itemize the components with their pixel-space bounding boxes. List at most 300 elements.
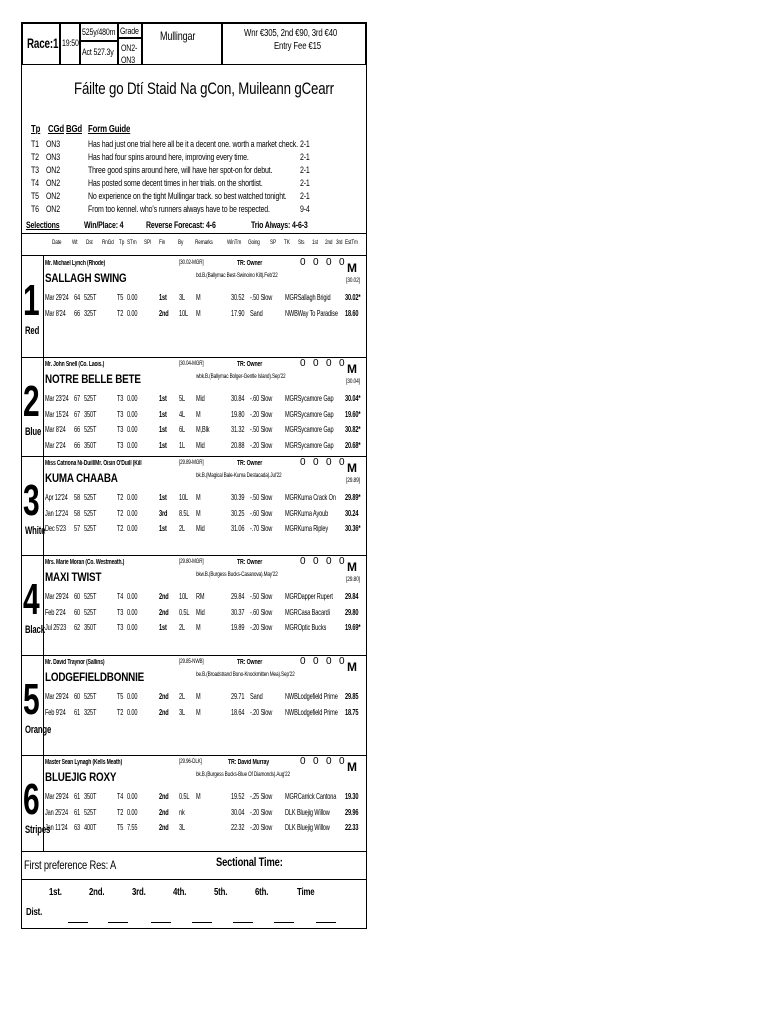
record-count: 0 (313, 257, 319, 268)
run-trap: T2 (117, 492, 124, 502)
run-weight: 66 (74, 307, 80, 318)
record-count: 0 (326, 556, 332, 567)
run-comment: MGRSallagh Brigid (285, 292, 331, 302)
grade-value-cont: ON3 (121, 55, 135, 65)
fg-odds: 9-4 (300, 204, 310, 214)
selections-label: Selections (26, 220, 60, 230)
fg-class-grade: ON3 (46, 152, 60, 162)
fg-trap: T4 (31, 178, 39, 188)
column-header: RnGd (102, 239, 114, 246)
actual-box (79, 40, 119, 65)
run-by: 2L (179, 622, 185, 632)
run-going: -.20 Slow (250, 806, 273, 817)
comp-time: [29.80-MGR] (179, 558, 204, 565)
run-going: -.70 Slow (250, 523, 273, 533)
run-sectional: 0.00 (127, 408, 138, 419)
run-weight: 67 (74, 393, 80, 403)
fg-header-tp: Tp (31, 124, 41, 135)
run-comment: MGRKuma Ripley (285, 523, 329, 533)
fg-comment: Three good spins around here, will have her spot-on for debut. (88, 165, 273, 175)
column-header: SP (270, 239, 276, 246)
grade-value: ON2- (121, 43, 138, 53)
trainer: TR: Owner (237, 361, 263, 368)
dog-name: MAXI TWIST (45, 570, 102, 584)
run-comment: MGRDapper Rupert (285, 591, 333, 601)
trap-number: 4 (23, 575, 40, 624)
run-going: -.60 Slow (250, 393, 273, 403)
run-weight: 63 (74, 822, 80, 832)
run-remarks: RM (196, 591, 205, 601)
run-win-time: 30.84 (231, 393, 245, 403)
run-remarks: M (196, 307, 201, 318)
record-count: 0 (313, 656, 319, 667)
run-sectional: 0.00 (127, 507, 138, 518)
record-count: 0 (339, 756, 345, 767)
dog-name: BLUEJIG ROXY (45, 770, 117, 784)
trap-colour: Stripes (25, 824, 51, 836)
run-going: -.20 Slow (250, 622, 273, 632)
trap-colour: Black (25, 624, 45, 636)
run-weight: 64 (74, 292, 80, 302)
run-remarks: M (196, 492, 201, 502)
run-weight: 57 (74, 523, 80, 533)
owner: Mrs. Marie Moran (Co. Westmeath.) (45, 559, 125, 566)
run-date: Mar 29'24 (45, 292, 69, 302)
column-header: WinTm (227, 239, 242, 246)
record-count: 0 (300, 257, 306, 268)
place-label: 2nd. (89, 887, 105, 898)
column-header: Dst (86, 239, 93, 246)
run-remarks: M (196, 507, 201, 518)
run-by: 3L (179, 822, 185, 832)
run-est-time: 29.85 (345, 691, 359, 701)
run-finish: 2nd (159, 822, 169, 832)
run-trap: T5 (117, 691, 124, 701)
run-by: 2L (179, 523, 185, 533)
trainer: TR: David Murray (228, 759, 270, 766)
divider (43, 357, 44, 456)
run-date: Feb 2'24 (45, 606, 66, 617)
run-est-time: 18.75 (345, 706, 359, 717)
run-win-time: 19.80 (231, 408, 245, 419)
run-weight: 61 (74, 791, 80, 801)
column-header: TK (284, 239, 290, 246)
place-blank (68, 922, 88, 923)
place-blank (108, 922, 128, 923)
run-distance: 525T (84, 507, 97, 518)
column-header: 3rd (336, 239, 343, 246)
run-remarks: M,Blk (196, 424, 210, 434)
grade-box (117, 37, 143, 65)
run-est-time: 29.84 (345, 591, 359, 601)
run-weight: 58 (74, 507, 80, 518)
track-box (141, 23, 223, 65)
trap-colour: Red (25, 325, 40, 337)
run-going: -.20 Slow (250, 439, 273, 450)
run-remarks: Mid (196, 606, 205, 617)
run-est-time: 22.33 (345, 822, 359, 832)
run-date: Mar 23'24 (45, 393, 69, 403)
run-finish: 3rd (159, 507, 168, 518)
run-finish: 2nd (159, 591, 169, 601)
run-est-time: 30.02* (345, 292, 361, 302)
run-sectional: 0.00 (127, 307, 138, 318)
run-est-time: 19.69* (345, 622, 361, 632)
breeding: wbk.B.(Ballymac Bolger-Gentle Island).Sep'22 (196, 373, 286, 380)
owner: Mr. Michael Lynch (Rhode) (45, 260, 106, 267)
run-distance: 525T (84, 523, 97, 533)
record-count: 0 (300, 457, 306, 468)
run-comment: NWBLodgefield Prime (285, 691, 338, 701)
column-header: EstTm (345, 239, 358, 246)
fg-trap: T2 (31, 152, 39, 162)
run-finish: 2nd (159, 691, 169, 701)
trainer: TR: Owner (237, 460, 263, 467)
column-header: Remarks (195, 239, 213, 246)
record-count: 0 (339, 556, 345, 567)
record-count: 0 (300, 358, 306, 369)
est-time-bracket: [29.89] (346, 477, 360, 484)
run-distance: 525T (84, 591, 97, 601)
race-label-box (22, 23, 61, 65)
fg-comment: Has had just one trial here all be it a decent one. worth a market check. (88, 139, 298, 149)
divider (22, 255, 366, 256)
run-weight: 67 (74, 408, 80, 419)
trap-number: 5 (23, 675, 40, 724)
run-going: -.20 Slow (250, 408, 273, 419)
run-comment: MGRCasa Bacardi (285, 606, 330, 617)
run-by: 2L (179, 691, 185, 701)
run-win-time: 31.32 (231, 424, 245, 434)
record-count: 0 (339, 358, 345, 369)
record-count: 0 (313, 358, 319, 369)
reverse-forecast: Reverse Forecast: 4-6 (146, 220, 216, 230)
column-header: 2nd (325, 239, 333, 246)
run-win-time: 30.39 (231, 492, 245, 502)
run-weight: 60 (74, 691, 80, 701)
fg-class-grade: ON2 (46, 165, 60, 175)
run-sectional: 0.00 (127, 791, 138, 801)
fg-trap: T6 (31, 204, 39, 214)
trap-number: 2 (23, 377, 40, 426)
grade-label: Grade (120, 26, 139, 36)
comp-time: [30.04-MGR] (179, 360, 204, 367)
fg-header-guide: Form Guide (88, 124, 131, 135)
run-distance: 525T (84, 492, 97, 502)
record-count: 0 (339, 257, 345, 268)
rating-mark: M (347, 362, 357, 376)
run-comment: MGROptic Bucks (285, 622, 327, 632)
run-going: -.60 Slow (250, 507, 273, 518)
record-count: 0 (326, 257, 332, 268)
breeding: bk.B.(Magical Bale-Kuma Destacada).Jul'22 (196, 472, 282, 479)
record-count: 0 (300, 756, 306, 767)
run-trap: T4 (117, 591, 124, 601)
trap-number: 1 (23, 276, 40, 325)
race-time: 19:50 (62, 38, 79, 48)
run-remarks: M (196, 706, 201, 717)
run-by: 10L (179, 591, 188, 601)
run-trap: T5 (117, 822, 124, 832)
record-count: 0 (339, 457, 345, 468)
run-comment: MGRSycamore Gap (285, 439, 334, 450)
run-weight: 62 (74, 622, 80, 632)
place-blank (316, 922, 336, 923)
run-weight: 60 (74, 606, 80, 617)
run-sectional: 0.00 (127, 806, 138, 817)
record-count: 0 (300, 556, 306, 567)
trap-number: 6 (23, 775, 40, 824)
run-distance: 350T (84, 439, 97, 450)
race-label: Race:1 (27, 35, 59, 51)
run-weight: 66 (74, 439, 80, 450)
prize-box (221, 23, 366, 65)
run-finish: 2nd (159, 706, 169, 717)
run-by: 1L (179, 439, 185, 450)
run-comment: DLK Bluejig Willow (285, 822, 330, 832)
record-count: 0 (313, 556, 319, 567)
run-trap: T2 (117, 307, 124, 318)
run-distance: 325T (84, 706, 97, 717)
run-by: 0.5L (179, 791, 190, 801)
run-going: -.50 Slow (250, 591, 273, 601)
sectional-time: Sectional Time: (216, 855, 283, 869)
run-date: Jan 25'24 (45, 806, 68, 817)
race-time-box (59, 23, 81, 65)
run-sectional: 0.00 (127, 292, 138, 302)
est-time-bracket: [29.80] (346, 576, 360, 583)
run-comment: MGRCarrick Cantona (285, 791, 337, 801)
run-date: Apr 12'24 (45, 492, 68, 502)
win-place: Win/Place: 4 (84, 220, 124, 230)
column-header: Tp (119, 239, 125, 246)
run-by: 6L (179, 424, 185, 434)
fg-header-cgd: CGd (48, 124, 65, 135)
run-comment: MGRSycamore Gap (285, 393, 334, 403)
run-win-time: 19.89 (231, 622, 245, 632)
run-weight: 66 (74, 424, 80, 434)
run-finish: 1st (159, 408, 167, 419)
run-comment: NWBLodgefield Prime (285, 706, 338, 717)
run-finish: 1st (159, 622, 167, 632)
run-date: Feb 9'24 (45, 706, 66, 717)
run-weight: 61 (74, 706, 80, 717)
est-time-bracket: [30.04] (346, 378, 360, 385)
fg-header-bgd: BGd (66, 124, 83, 135)
run-distance: 350T (84, 622, 97, 632)
race-distance: 525y/480m (82, 27, 116, 37)
track-name: Mullingar (160, 29, 196, 43)
comp-time: [29.96-DLK] (179, 758, 202, 765)
fg-comment: Has posted some decent times in her trials. on the shortlist. (88, 178, 263, 188)
run-sectional: 0.00 (127, 439, 138, 450)
column-header: 1st (312, 239, 318, 246)
place-blank (233, 922, 253, 923)
run-win-time: 29.71 (231, 691, 245, 701)
run-sectional: 0.00 (127, 606, 138, 617)
actual-distance: Act 527.3y (82, 47, 114, 57)
run-est-time: 30.24 (345, 507, 359, 518)
place-blank (274, 922, 294, 923)
fg-class-grade: ON2 (46, 178, 60, 188)
run-est-time: 29.89* (345, 492, 361, 502)
run-win-time: 29.84 (231, 591, 245, 601)
run-comment: MGRSycamore Gap (285, 408, 334, 419)
breeding: bd.B.(Ballymac Best-Swinoino Kilt).Feb'22 (196, 272, 278, 279)
run-going: -.20 Slow (250, 822, 273, 832)
est-time-bracket: [30.02] (346, 277, 360, 284)
prize-money: Wnr €305, 2nd €90, 3rd €40 (244, 28, 338, 39)
fg-odds: 2-1 (300, 152, 310, 162)
comp-time: [29.85-NWB] (179, 658, 204, 665)
trap-colour: White (25, 525, 46, 537)
record-count: 0 (339, 656, 345, 667)
fg-class-grade: ON3 (46, 139, 60, 149)
fg-odds: 2-1 (300, 178, 310, 188)
trio-always: Trio Always: 4-6-3 (251, 220, 308, 230)
run-sectional: 0.00 (127, 523, 138, 533)
run-trap: T2 (117, 706, 124, 717)
run-est-time: 18.60 (345, 307, 359, 318)
run-trap: T3 (117, 606, 124, 617)
run-date: Jul 25'23 (45, 622, 67, 632)
place-label: 4th. (173, 887, 187, 898)
record-count: 0 (313, 756, 319, 767)
run-finish: 1st (159, 523, 167, 533)
run-weight: 60 (74, 591, 80, 601)
run-distance: 325T (84, 307, 97, 318)
run-trap: T3 (117, 393, 124, 403)
breeding: bkw.B.(Burgess Bucks-Casanova).May'22 (196, 571, 278, 578)
run-win-time: 31.06 (231, 523, 245, 533)
run-distance: 350T (84, 408, 97, 419)
fg-comment: Has had four spins around here, improving every time. (88, 152, 249, 162)
column-header: Wt (72, 239, 78, 246)
run-finish: 2nd (159, 606, 169, 617)
divider (22, 233, 366, 234)
run-by: 10L (179, 307, 188, 318)
column-header: Date (52, 239, 62, 246)
run-by: 0.5L (179, 606, 190, 617)
run-remarks: Mid (196, 439, 205, 450)
run-trap: T3 (117, 439, 124, 450)
breeding: bk.B.(Burgess Bucks-Blue Of Diamonds).Aug'22 (196, 771, 290, 778)
run-remarks: M (196, 622, 201, 632)
run-date: Jan 11'24 (45, 822, 68, 832)
run-remarks: M (196, 691, 201, 701)
run-sectional: 0.00 (127, 393, 138, 403)
run-date: Mar 29'24 (45, 591, 69, 601)
comp-time: [29.89-MGR] (179, 459, 204, 466)
run-sectional: 0.00 (127, 691, 138, 701)
run-trap: T4 (117, 791, 124, 801)
rating-mark: M (347, 461, 357, 475)
fg-trap: T3 (31, 165, 39, 175)
column-header: By (178, 239, 184, 246)
run-going: -.20 Slow (250, 706, 273, 717)
fg-comment: No experience on the tight Mullingar track. so best watched tonight. (88, 191, 287, 201)
place-label: 1st. (49, 887, 62, 898)
run-remarks: M (196, 408, 201, 419)
run-win-time: 30.52 (231, 292, 245, 302)
place-blank (151, 922, 171, 923)
run-est-time: 20.68* (345, 439, 361, 450)
fg-odds: 2-1 (300, 165, 310, 175)
column-header: SPl (144, 239, 151, 246)
entry-fee: Entry Fee €15 (274, 41, 321, 52)
trap-colour: Orange (25, 724, 52, 736)
run-by: 3L (179, 292, 185, 302)
run-sectional: 0.00 (127, 706, 138, 717)
run-date: Mar 8'24 (45, 424, 66, 434)
place-label: 3rd. (132, 887, 146, 898)
column-header: STm (127, 239, 137, 246)
run-weight: 61 (74, 806, 80, 817)
run-sectional: 0.00 (127, 424, 138, 434)
dog-name: NOTRE BELLE BETE (45, 372, 141, 386)
run-trap: T3 (117, 622, 124, 632)
trainer: TR: Owner (237, 659, 263, 666)
divider (43, 555, 44, 655)
run-win-time: 20.88 (231, 439, 245, 450)
run-by: 3L (179, 706, 185, 717)
fg-class-grade: ON2 (46, 191, 60, 201)
run-remarks: M (196, 292, 201, 302)
record-count: 0 (326, 457, 332, 468)
run-comment: MGRSycamore Gap (285, 424, 334, 434)
run-by: nk (179, 806, 185, 817)
divider (22, 879, 366, 880)
breeding: be.B.(Broadstrand Bono-Knockmitten Mea).Sep'22 (196, 671, 295, 678)
run-date: Mar 29'24 (45, 691, 69, 701)
run-comment: MGRKuma Ayoub (285, 507, 329, 518)
run-finish: 1st (159, 439, 167, 450)
run-finish: 1st (159, 292, 167, 302)
run-trap: T3 (117, 408, 124, 419)
run-going: -.50 Slow (250, 292, 273, 302)
run-est-time: 29.80 (345, 606, 359, 617)
place-blank (192, 922, 212, 923)
record-count: 0 (326, 756, 332, 767)
fg-comment: From too kennel. who's runners always have to be respected. (88, 204, 270, 214)
fg-odds: 2-1 (300, 139, 310, 149)
run-by: 4L (179, 408, 185, 419)
run-going: Sand (250, 691, 263, 701)
run-est-time: 30.82* (345, 424, 361, 434)
divider (43, 755, 44, 851)
run-sectional: 0.00 (127, 591, 138, 601)
place-label: 5th. (214, 887, 228, 898)
run-sectional: 0.00 (127, 622, 138, 632)
dist-label: Dist. (26, 907, 43, 918)
rating-mark: M (347, 660, 357, 674)
run-finish: 1st (159, 393, 167, 403)
run-by: 8.5L (179, 507, 190, 518)
run-distance: 525T (84, 806, 97, 817)
divider (22, 851, 366, 852)
column-header: Sts (298, 239, 305, 246)
run-remarks: M (196, 791, 201, 801)
trap-colour: Blue (25, 426, 42, 438)
run-est-time: 19.30 (345, 791, 359, 801)
comp-time: [30.02-MGR] (179, 259, 204, 266)
rating-mark: M (347, 261, 357, 275)
run-remarks: Mid (196, 523, 205, 533)
run-distance: 525T (84, 393, 97, 403)
divider (43, 256, 44, 357)
run-trap: T2 (117, 523, 124, 533)
place-label: 6th. (255, 887, 269, 898)
